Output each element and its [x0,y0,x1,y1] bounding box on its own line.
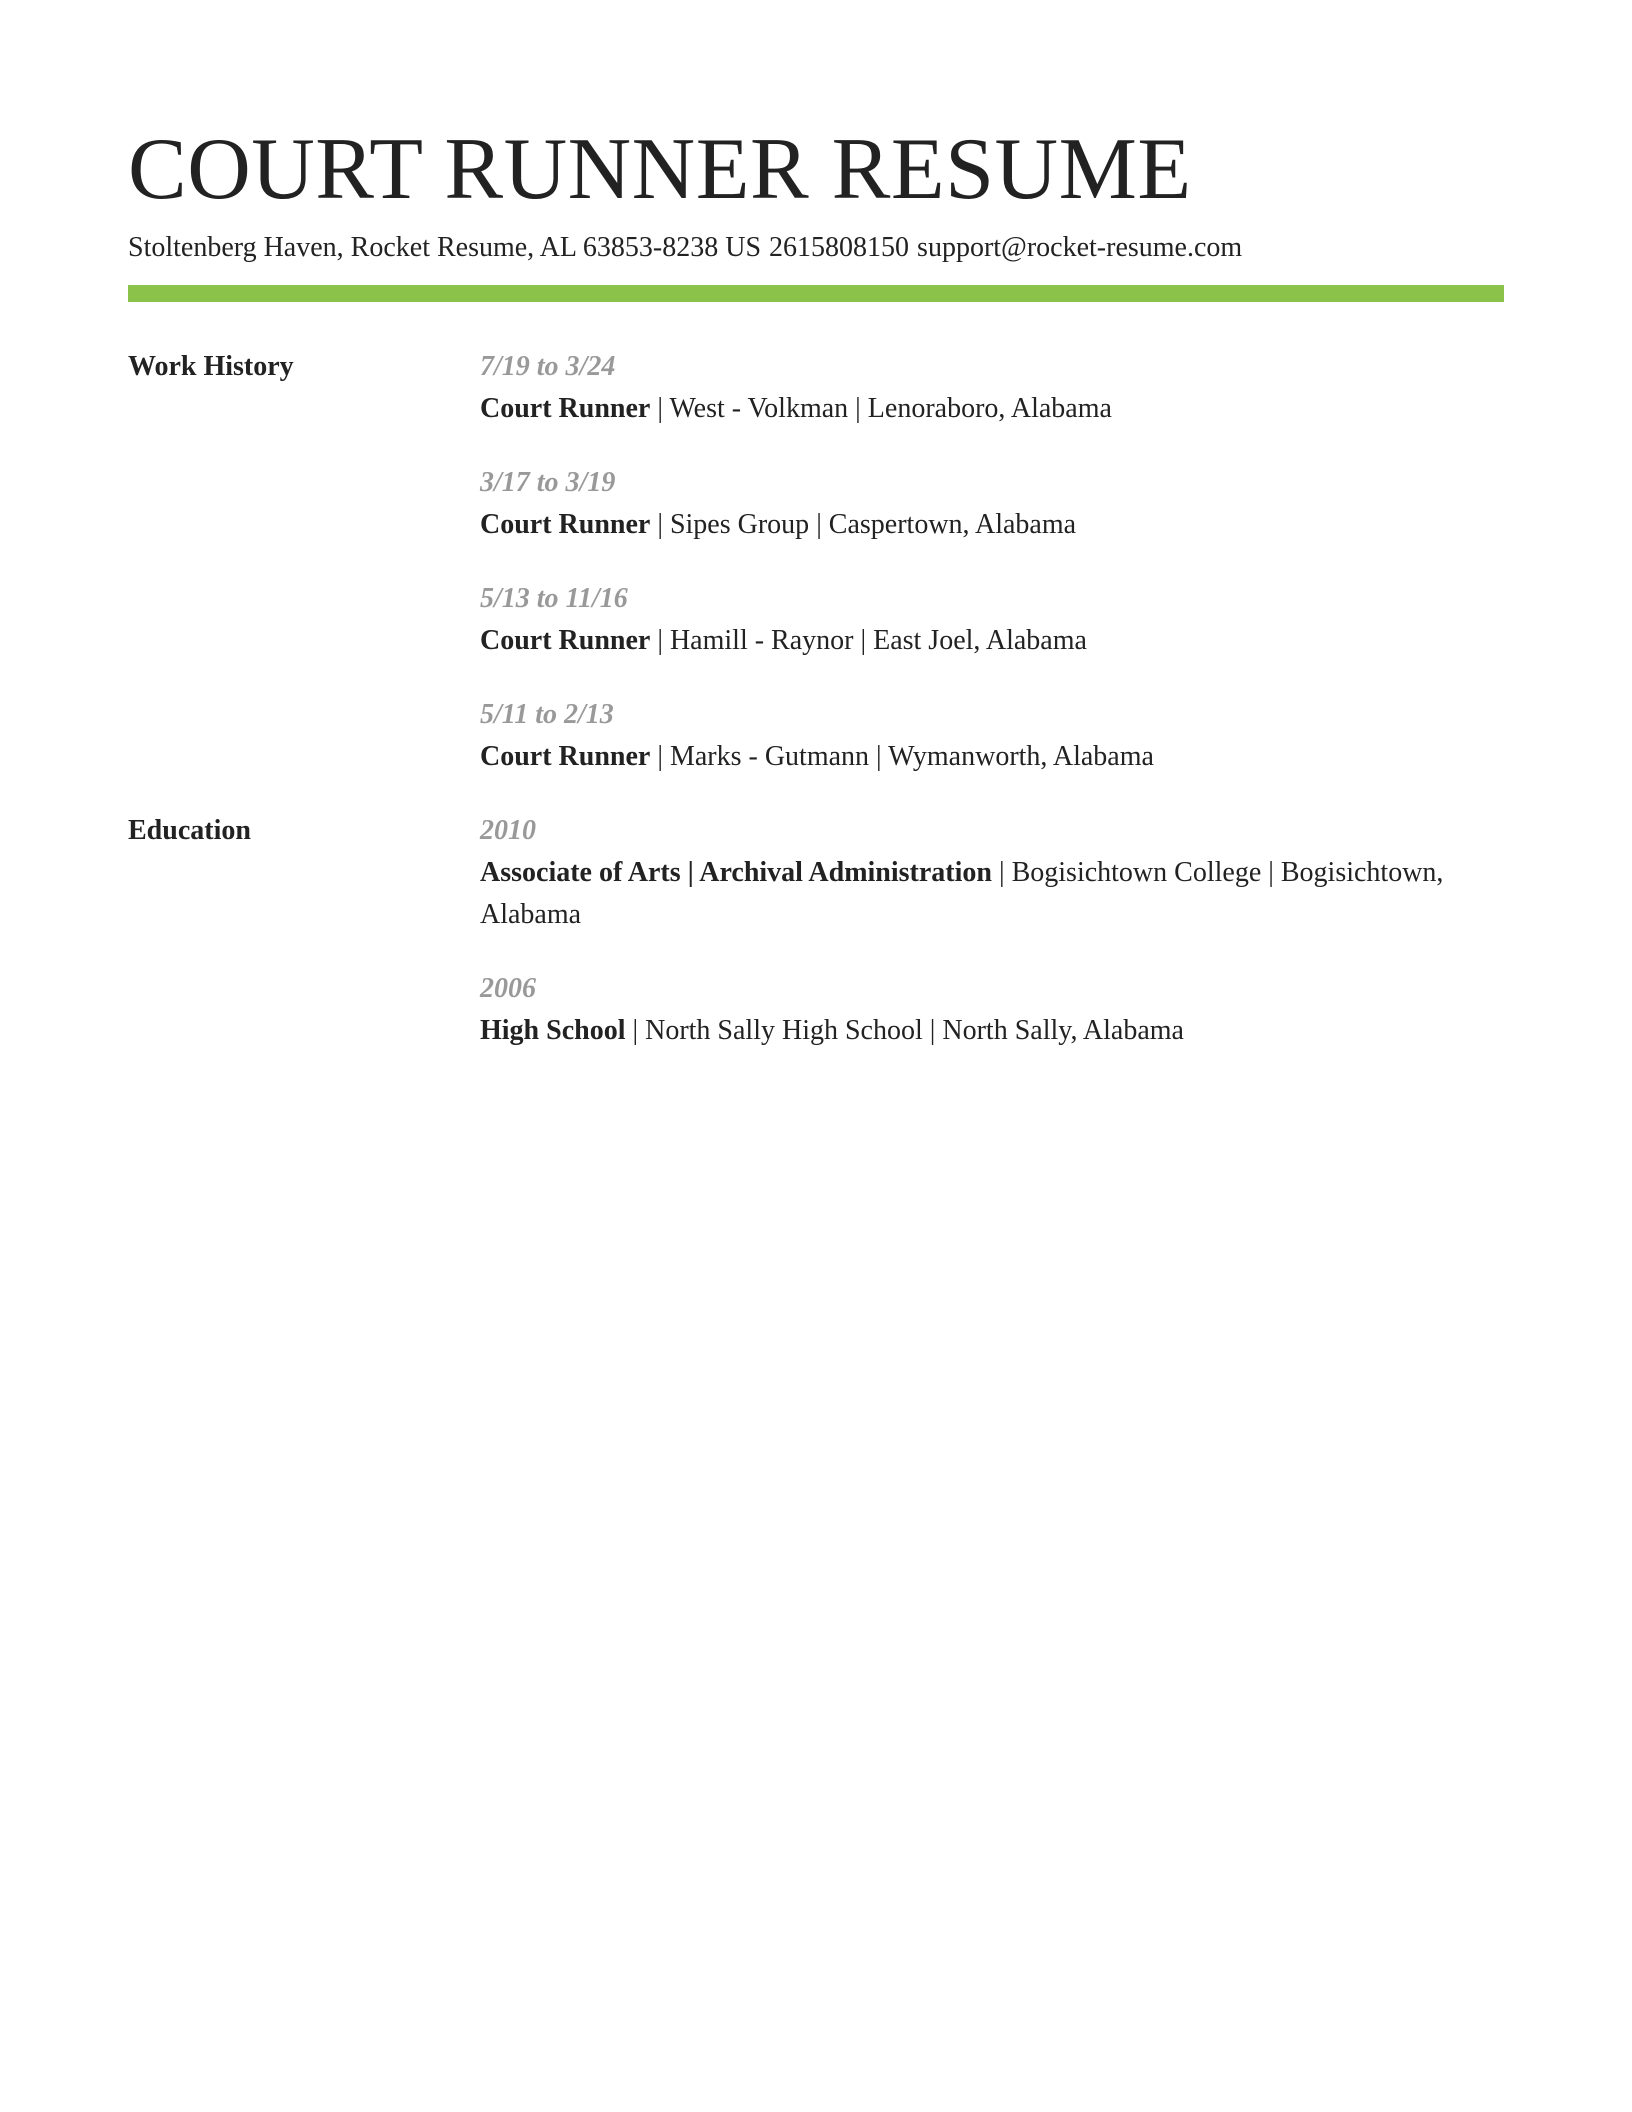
entry-title: Court Runner [480,509,651,540]
entry-line [480,1010,1504,1052]
separator: | [991,857,1012,888]
entry-org: West - Volkman [669,393,849,424]
separator: | [922,1015,943,1046]
separator: | [809,509,829,540]
separator: | [869,741,889,772]
separator: | [650,509,670,540]
entry-location: Caspertown, Alabama [828,509,1077,540]
separator: | [650,625,670,656]
contact-address: Stoltenberg Haven, Rocket Resume, AL 63853-8238 US [128,232,762,263]
entry-title: High School [480,1015,626,1046]
header-divider [128,285,1504,302]
entry-date: 5/13 to 11/16 [480,583,628,614]
entry-title: Court Runner [480,625,651,656]
education-entry [480,810,1504,936]
entry-title: Court Runner [480,741,651,772]
work-entry [480,578,1504,662]
entry-line [480,620,1504,662]
entry-line [480,504,1504,546]
entry-location: Bogisichtown, Alabama [480,857,1444,930]
separator: | [853,625,874,656]
separator: | [625,1015,646,1046]
entry-location: East Joel, Alabama [873,625,1087,656]
page-title: COURT RUNNER RESUME [128,121,1192,218]
work-history-entries [480,346,1504,810]
separator: | [650,741,670,772]
entry-title: Associate of Arts | Archival Administration [480,857,992,888]
entry-org: Sipes Group [669,509,810,540]
entry-location: Lenoraboro, Alabama [867,393,1112,424]
entry-org: Marks - Gutmann [669,741,870,772]
contact-email: support@rocket-resume.com [917,232,1243,263]
entry-date: 2006 [480,973,536,1004]
entry-date: 7/19 to 3/24 [480,351,616,382]
contact-line [128,230,1242,266]
entry-date: 3/17 to 3/19 [480,467,616,498]
entry-title: Court Runner [480,393,651,424]
entry-org: Hamill - Raynor [669,625,854,656]
entry-line [480,388,1504,430]
entry-date: 2010 [480,815,536,846]
entry-line [480,736,1504,778]
entry-line [480,852,1504,936]
work-entry [480,694,1504,778]
entry-org: Bogisichtown College [1011,857,1262,888]
work-entry [480,346,1504,430]
education-entry [480,968,1504,1052]
entry-date: 5/11 to 2/13 [480,699,614,730]
separator: | [848,393,868,424]
contact-phone: 2615808150 [769,232,910,263]
separator: | [650,393,670,424]
separator: | [1261,857,1281,888]
entry-org: North Sally High School [645,1015,923,1046]
entry-location: Wymanworth, Alabama [888,741,1154,772]
section-label-work-history: Work History [128,351,294,382]
section-label-education: Education [128,815,251,846]
work-entry [480,462,1504,546]
entry-location: North Sally, Alabama [942,1015,1184,1046]
education-entries [480,810,1504,1084]
